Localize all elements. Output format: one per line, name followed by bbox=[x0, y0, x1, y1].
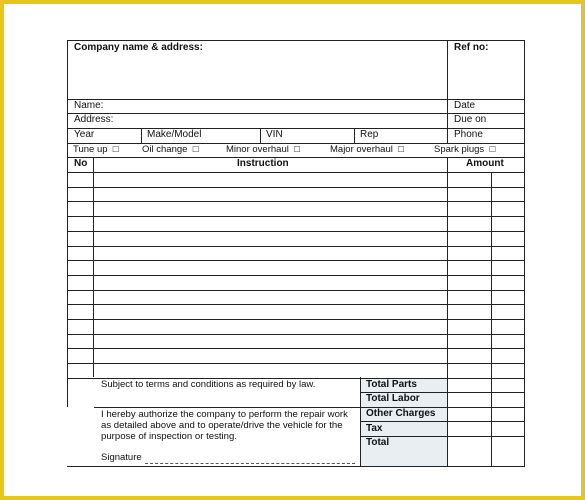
table-row[interactable] bbox=[67, 290, 525, 291]
service-major-overhaul bbox=[330, 144, 404, 156]
address-label: Address: bbox=[74, 114, 114, 125]
service-spark-plugs bbox=[434, 144, 495, 156]
page-background bbox=[4, 4, 581, 496]
table-row[interactable] bbox=[67, 348, 525, 349]
column-header-instruction: Instruction bbox=[237, 158, 289, 169]
table-row[interactable] bbox=[67, 363, 525, 364]
terms-text: Subject to terms and conditions as required by law. bbox=[101, 379, 316, 390]
checkbox-icon[interactable]: □ bbox=[192, 144, 199, 155]
repair-order-form bbox=[67, 40, 525, 467]
table-row[interactable] bbox=[67, 275, 525, 276]
date-label: Date bbox=[454, 100, 476, 111]
year-divider bbox=[141, 128, 142, 143]
checkbox-icon[interactable]: □ bbox=[489, 144, 496, 155]
table-row[interactable] bbox=[67, 216, 525, 217]
no-column-divider bbox=[93, 157, 94, 377]
form-left-border bbox=[67, 40, 68, 407]
table-row[interactable] bbox=[67, 334, 525, 335]
table-row[interactable] bbox=[67, 246, 525, 247]
year-label: Year bbox=[74, 129, 95, 140]
service-oil-change bbox=[142, 144, 198, 156]
table-row[interactable] bbox=[67, 187, 525, 188]
service-label: Major overhaul bbox=[330, 144, 393, 155]
company-name-label: Company name & address: bbox=[74, 42, 203, 53]
service-label: Tune up bbox=[73, 144, 108, 155]
table-row[interactable] bbox=[67, 304, 525, 305]
vin-label: VIN bbox=[266, 129, 283, 140]
service-tune-up bbox=[73, 144, 119, 156]
checkbox-icon[interactable]: □ bbox=[294, 144, 300, 155]
terms-bottom-line bbox=[94, 407, 525, 408]
name-label: Name: bbox=[74, 100, 104, 111]
rep-label: Rep bbox=[360, 129, 379, 140]
services-row-line bbox=[67, 157, 525, 158]
table-row[interactable] bbox=[67, 201, 525, 202]
signature-line[interactable] bbox=[145, 463, 355, 464]
instruction-column-divider bbox=[447, 157, 448, 377]
make-divider bbox=[260, 128, 261, 143]
form-right-border bbox=[524, 40, 525, 467]
total-labor-label: Total Labor bbox=[366, 393, 420, 404]
phone-label: Phone bbox=[454, 129, 483, 140]
totals-right-divider bbox=[447, 377, 448, 467]
other-charges-label: Other Charges bbox=[366, 408, 436, 419]
column-header-amount: Amount bbox=[466, 158, 504, 169]
table-row[interactable] bbox=[67, 260, 525, 261]
signature-label: Signature bbox=[101, 452, 142, 463]
table-row[interactable] bbox=[67, 231, 525, 232]
totals-line-3 bbox=[360, 421, 525, 422]
table-row[interactable] bbox=[67, 319, 525, 320]
total-label: Total bbox=[366, 437, 390, 448]
form-top-border bbox=[67, 40, 525, 41]
total-parts-label: Total Parts bbox=[366, 379, 417, 390]
service-minor-overhaul bbox=[226, 144, 300, 156]
checkbox-icon[interactable]: □ bbox=[398, 144, 404, 155]
service-label: Minor overhaul bbox=[226, 144, 289, 155]
tax-label: Tax bbox=[366, 423, 383, 434]
service-label: Oil change bbox=[142, 144, 188, 155]
form-bottom-border bbox=[67, 466, 525, 467]
vin-divider bbox=[354, 128, 355, 143]
totals-left-divider bbox=[360, 377, 361, 467]
checkbox-icon[interactable]: □ bbox=[112, 144, 119, 155]
column-header-no: No bbox=[74, 158, 88, 169]
table-header-line bbox=[67, 172, 525, 173]
ref-no-label: Ref no: bbox=[454, 42, 489, 53]
service-label: Spark plugs bbox=[434, 144, 485, 155]
due-on-label: Due on bbox=[454, 114, 487, 125]
authorization-text: I hereby authorize the company to perform the repair work as detailed above and to operate/drive the vehicle for the purpose of inspection or testing. bbox=[101, 409, 348, 442]
make-model-label: Make/Model bbox=[147, 129, 202, 140]
